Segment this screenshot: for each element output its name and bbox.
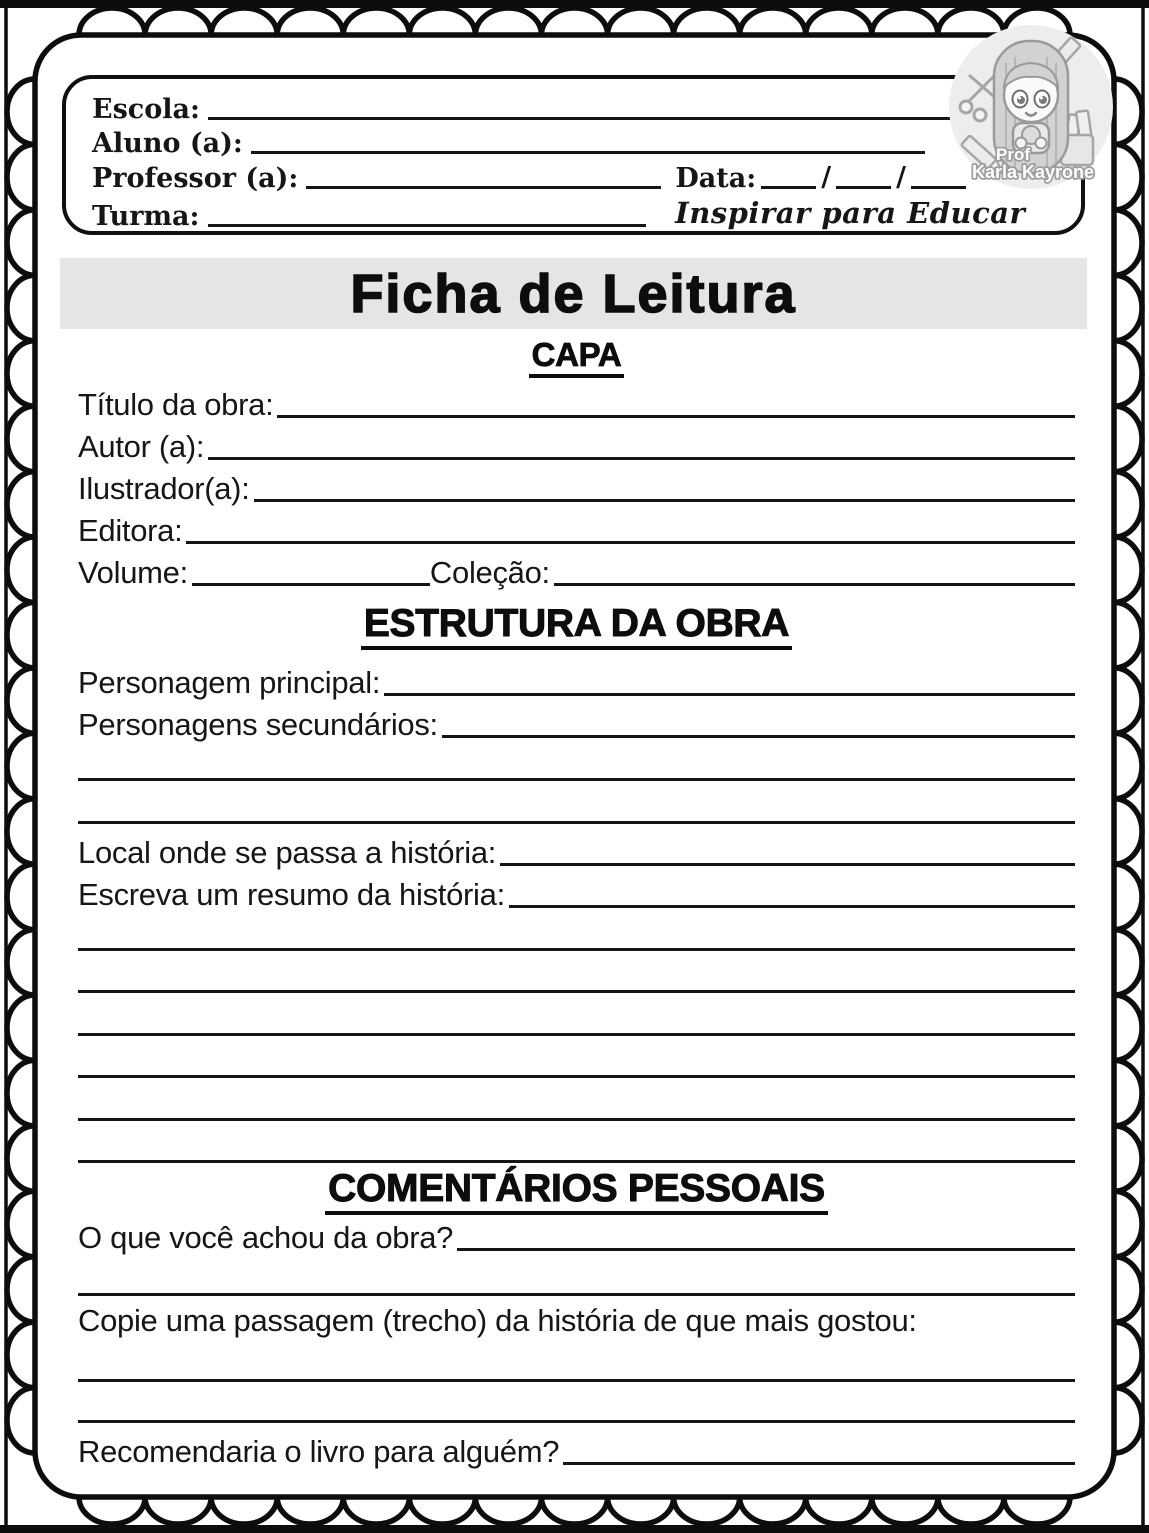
- fill-line: [78, 821, 1075, 824]
- worksheet-body: [78, 336, 1075, 1469]
- header-box: [62, 75, 1085, 235]
- fill-line: [306, 186, 661, 189]
- autor-field: [78, 422, 1075, 464]
- personagem-principal-label: Personagem principal:: [78, 664, 381, 700]
- aluno-label: Aluno (a):: [92, 128, 243, 159]
- escola-label: Escola:: [92, 94, 200, 125]
- recomendaria-field: [78, 1427, 1075, 1469]
- titulo-da-obra-field: [78, 380, 1075, 422]
- blank-line: [78, 1040, 1075, 1083]
- autor-label: Autor (a):: [78, 428, 205, 464]
- achou-da-obra-label: O que você achou da obra?: [78, 1219, 454, 1255]
- fill-line: [78, 1118, 1075, 1121]
- scallop-bottom: [79, 1497, 1070, 1524]
- ilustrador-field: [78, 464, 1075, 506]
- data-field: [675, 164, 971, 192]
- copie-passagem-field: [78, 1300, 1075, 1338]
- section-heading-estrutura: ESTRUTURA DA OBRA: [78, 590, 1075, 658]
- date-day-line: [761, 186, 816, 189]
- fill-line: [208, 457, 1075, 460]
- blank-line: [78, 912, 1075, 955]
- blank-line: [78, 1255, 1075, 1300]
- copie-passagem-label: Copie uma passagem (trecho) da história de que mais gostou:: [78, 1302, 917, 1338]
- recomendaria-label: Recomendaria o livro para alguém?: [78, 1433, 560, 1469]
- titulo-da-obra-label: Título da obra:: [78, 386, 274, 422]
- local-historia-label: Local onde se passa a história:: [78, 834, 497, 870]
- editora-label: Editora:: [78, 512, 183, 548]
- volume-colecao-field: [78, 548, 1075, 590]
- fill-line: [208, 224, 646, 227]
- fill-line: [384, 693, 1075, 696]
- scallop-right: [1114, 79, 1142, 1453]
- fill-line: [78, 778, 1075, 781]
- blank-line: [78, 785, 1075, 828]
- scallop-left: [7, 79, 35, 1453]
- fill-line: [457, 1248, 1075, 1251]
- blank-line: [78, 1338, 1075, 1386]
- fill-line: [78, 1160, 1075, 1163]
- resumo-historia-label: Escreva um resumo da história:: [78, 876, 505, 912]
- date-slash: /: [896, 162, 906, 193]
- blank-line: [78, 742, 1075, 785]
- volume-label: Volume:: [78, 554, 188, 590]
- blank-line: [78, 955, 1075, 998]
- fill-line: [78, 1033, 1075, 1036]
- fill-line: [442, 735, 1075, 738]
- escola-field: [92, 90, 1055, 123]
- fill-line: [509, 905, 1075, 908]
- fill-line: [78, 1379, 1075, 1382]
- fill-line: [78, 948, 1075, 951]
- fill-line: [78, 1075, 1075, 1078]
- fill-line: [78, 1420, 1075, 1423]
- date-month-line: [836, 186, 891, 189]
- blank-line: [78, 1125, 1075, 1168]
- svg-text:Prof: Prof: [996, 145, 1030, 164]
- professor-label: Professor (a):: [92, 163, 299, 194]
- editora-field: [78, 506, 1075, 548]
- slogan-text: Inspirar para Educar: [675, 196, 1026, 230]
- data-label: Data:: [675, 163, 757, 194]
- fill-line: [500, 863, 1075, 866]
- achou-da-obra-field: [78, 1217, 1075, 1255]
- personagem-principal-field: [78, 658, 1075, 700]
- fill-line: [254, 499, 1075, 502]
- fill-line: [563, 1462, 1075, 1465]
- fill-line: [78, 990, 1075, 993]
- blank-line: [78, 1082, 1075, 1125]
- aluno-field: [92, 123, 1055, 157]
- personagens-secundarios-label: Personagens secundários:: [78, 706, 438, 742]
- scallop-top: [79, 8, 1070, 35]
- local-historia-field: [78, 828, 1075, 870]
- page-title: Ficha de Leitura: [350, 263, 797, 324]
- fill-line: [186, 541, 1075, 544]
- date-slash: /: [821, 162, 832, 193]
- fill-line: [277, 415, 1075, 418]
- fill-line: [208, 117, 950, 120]
- fill-line: [554, 583, 1075, 586]
- fill-line: [251, 151, 925, 154]
- svg-text:Karla Kayrone: Karla Kayrone: [971, 162, 1095, 182]
- title-banner: [60, 258, 1087, 329]
- personagens-secundarios-field: [78, 700, 1075, 742]
- fill-line: [192, 583, 430, 586]
- ilustrador-label: Ilustrador(a):: [78, 470, 250, 506]
- blank-line: [78, 1386, 1075, 1427]
- turma-field: [92, 192, 1055, 230]
- prof-logo: [947, 23, 1115, 191]
- resumo-historia-field: [78, 870, 1075, 912]
- blank-line: [78, 997, 1075, 1040]
- fill-line: [78, 1293, 1075, 1296]
- section-heading-comentarios: COMENTÁRIOS PESSOAIS: [78, 1167, 1075, 1217]
- section-heading-capa: CAPA: [78, 336, 1075, 380]
- professor-field: [92, 157, 1055, 192]
- turma-label: Turma:: [92, 201, 200, 232]
- colecao-label: Coleção:: [429, 554, 550, 590]
